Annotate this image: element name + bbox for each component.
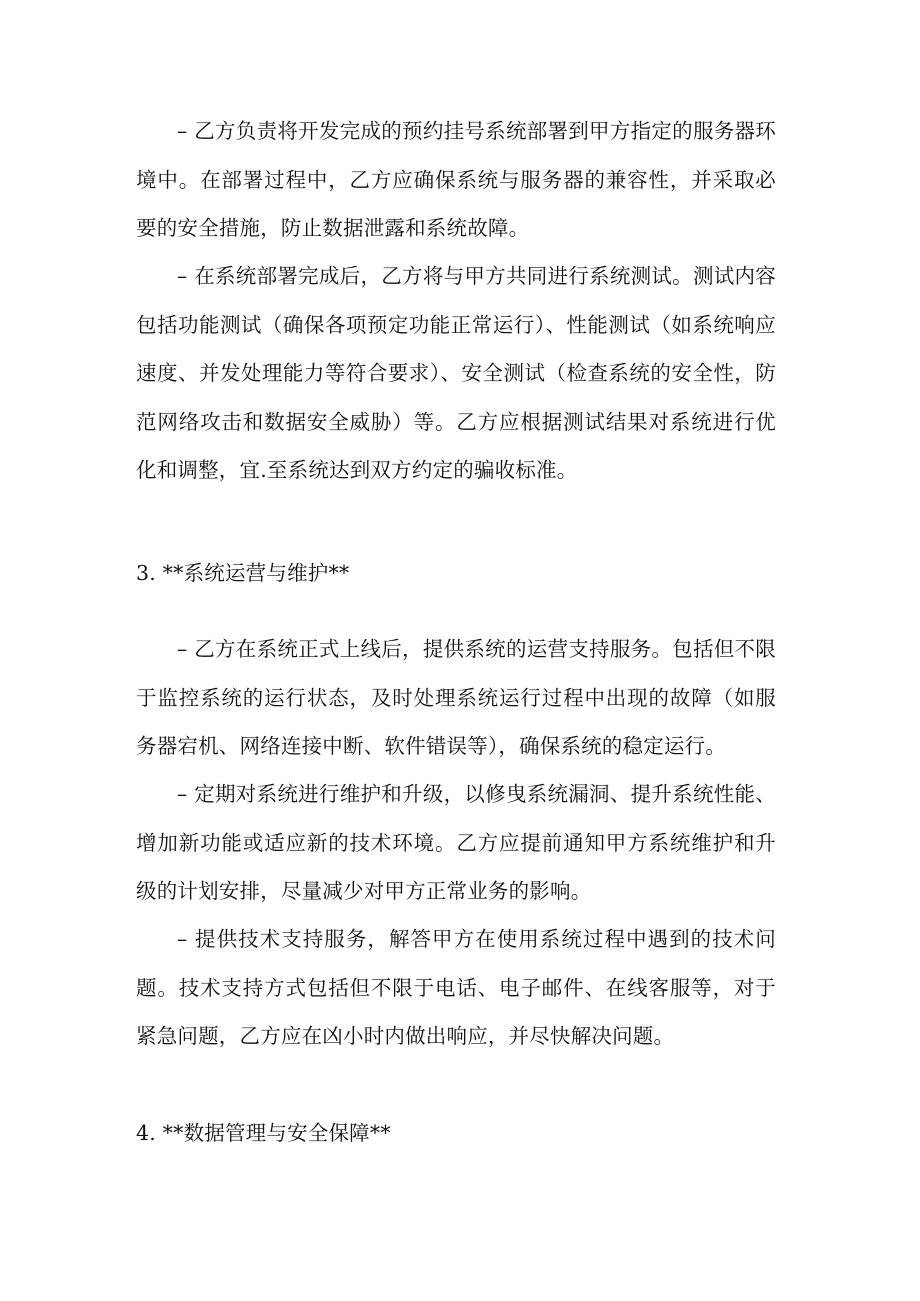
paragraph-deployment: – 乙方负责将开发完成的预约挂号系统部署到甲方指定的服务器环境中。在部署过程中，乙方应确保系统与服务器的兼容性，并采取必要的安全措施，防止数据泄露和系统故障。 xyxy=(136,119,776,240)
section-heading-data-security: 4. **数据管理与安全保障** xyxy=(136,1121,391,1145)
paragraph-testing: – 在系统部署完成后，乙方将与甲方共同进行系统测试。测试内容包括功能测试（确保各项预定功能正常运行）、性能测试（如系统响应速度、并发处理能力等符合要求）、安全测试（检查系统的安全性，防范网络攻击和数据安全威胁）等。乙方应根据测试结果对系统进行优化和调整，宜.至系统达到双方约定的骗收标准。 xyxy=(136,264,776,482)
paragraph-operations-support: – 乙方在系统正式上线后，提供系统的运营支持服务。包括但不限于监控系统的运行状态，及时处理系统运行过程中出现的故障（如服务器宕机、网络连接中断、软件错误等），确保系统的稳定运行。 xyxy=(136,637,776,758)
paragraph-maintenance: – 定期对系统进行维护和升级，以修曳系统漏洞、提升系统性能、增加新功能或适应新的技术环境。乙方应提前通知甲方系统维护和升级的计划安排，尽量减少对甲方正常业务的影响。 xyxy=(136,782,776,903)
section-heading-operations: 3. **系统运营与维护** xyxy=(136,561,350,585)
paragraph-technical-support: – 提供技术支持服务，解答甲方在使用系统过程中遇到的技术问题。技术支持方式包括但不限于电话、电子邮件、在线客服等，对于紧急问题，乙方应在凶小时内做出响应，并尽快解决问题。 xyxy=(136,927,776,1048)
